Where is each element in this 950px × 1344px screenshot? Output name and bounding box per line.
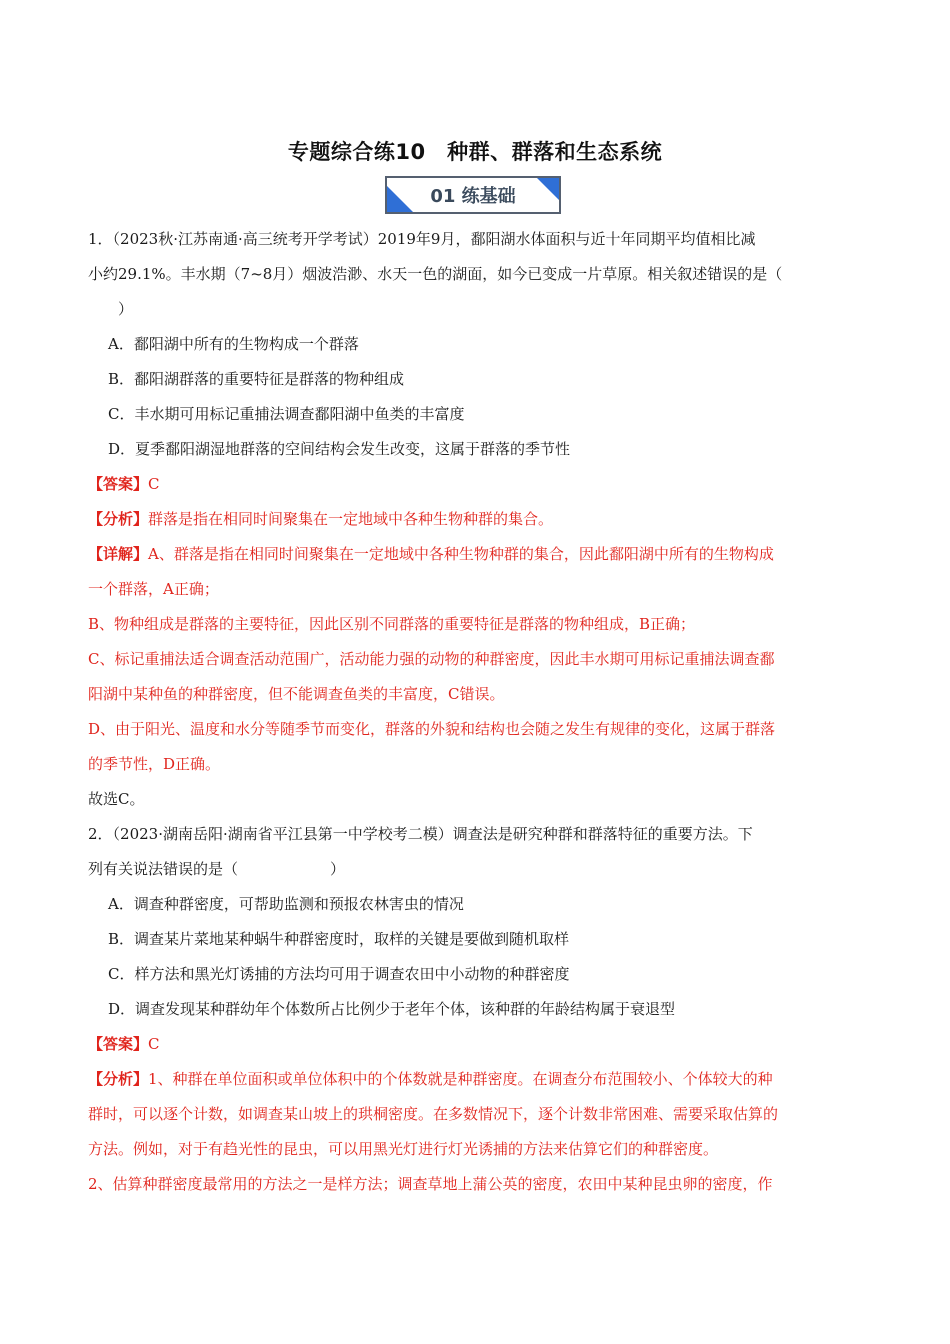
q2-stem-line (88, 852, 860, 887)
analysis-text: 群落是指在相同时间聚集在一定地域中各种生物种群的集合。 (148, 510, 554, 528)
analysis-text: 1、种群在单位面积或单位体积中的个体数就是种群密度。在调查分布范围较小、个体较大的种 (148, 1070, 773, 1088)
q1-stem-line: 1．（2023秋·江苏南通·高三统考开学考试）2019年9月，鄱阳湖水体面积与近十年同期平均值相比减 (88, 230, 756, 248)
q2-stem-line: 2．（2023·湖南岳阳·湖南省平江县第一中学校考二模）调查法是研究种群和群落特征的重要方法。下 (88, 825, 753, 843)
q1-detail-line: 阳湖中某种鱼的种群密度，但不能调查鱼类的丰富度，C错误。 (88, 685, 505, 703)
q1-detail-line: 的季节性，D正确。 (88, 755, 221, 773)
q2-stem-paren: ） (330, 860, 346, 878)
q2-analysis-line: 方法。例如，对于有趋光性的昆虫，可以用黑光灯进行灯光诱捕的方法来估算它们的种群密度。 (88, 1140, 719, 1158)
section-badge (385, 176, 561, 214)
q1-analysis (88, 502, 860, 537)
question-content (88, 222, 860, 1202)
page-title: 专题综合练10 种群、群落和生态系统 (287, 140, 663, 164)
q1-detail-line: 一个群落，A正确； (88, 580, 219, 598)
answer-value: C (148, 475, 160, 493)
answer-tag: 【答案】 (88, 1035, 149, 1053)
q1-option-d: D．夏季鄱阳湖湿地群落的空间结构会发生改变，这属于群落的季节性 (108, 440, 571, 458)
q1-answer (88, 467, 860, 502)
q1-detail-line: D、由于阳光、温度和水分等随季节而变化，群落的外貌和结构也会随之发生有规律的变化，这属于群落 (88, 720, 776, 738)
q2-answer (88, 1027, 860, 1062)
answer-tag: 【答案】 (88, 475, 149, 493)
answer-value: C (148, 1035, 160, 1053)
detail-text: A、群落是指在相同时间聚集在一定地域中各种生物种群的集合，因此鄱阳湖中所有的生物构成 (148, 545, 774, 563)
q2-analysis (88, 1062, 860, 1097)
q2-option-d: D．调查发现某种群幼年个体数所占比例少于老年个体，该种群的年龄结构属于衰退型 (108, 1000, 676, 1018)
q1-option-b: B．鄱阳湖群落的重要特征是群落的物种组成 (108, 370, 405, 388)
analysis-tag: 【分析】 (88, 1070, 149, 1088)
q2-option-a: A．调查种群密度，可帮助监测和预报农林害虫的情况 (108, 895, 464, 913)
q1-detail-line: C、标记重捕法适合调查活动范围广，活动能力强的动物的种群密度，因此丰水期可用标记重捕法调查鄱 (88, 650, 775, 668)
analysis-tag: 【分析】 (88, 510, 149, 528)
q1-detail (88, 537, 860, 572)
q2-analysis-line: 群时，可以逐个计数，如调查某山坡上的珙桐密度。在多数情况下，逐个计数非常困难、需要采取估算的 (88, 1105, 779, 1123)
q1-stem-line: ） (118, 300, 134, 318)
q2-option-b: B．调查某片菜地某种蜗牛种群密度时，取样的关键是要做到随机取样 (108, 930, 570, 948)
detail-tag: 【详解】 (88, 545, 149, 563)
section-badge-label: 01 练基础 (430, 186, 516, 207)
q1-option-c: C．丰水期可用标记重捕法调查鄱阳湖中鱼类的丰富度 (108, 405, 465, 423)
q2-option-c: C．样方法和黑光灯诱捕的方法均可用于调查农田中小动物的种群密度 (108, 965, 570, 983)
q1-stem-line: 小约29.1%。丰水期（7~8月）烟波浩渺、水天一色的湖面，如今已变成一片草原。相关叙述错误的是（ (88, 265, 783, 283)
q2-stem-text: 列有关说法错误的是（ (88, 860, 239, 878)
q2-analysis-line: 2、估算种群密度最常用的方法之一是样方法；调查草地上蒲公英的密度，农田中某种昆虫卵的密度，作 (88, 1175, 773, 1193)
q1-conclusion: 故选C。 (88, 790, 145, 808)
q1-detail-line: B、物种组成是群落的主要特征，因此区别不同群落的重要特征是群落的物种组成，B正确； (88, 615, 696, 633)
q1-option-a: A．鄱阳湖中所有的生物构成一个群落 (108, 335, 359, 353)
